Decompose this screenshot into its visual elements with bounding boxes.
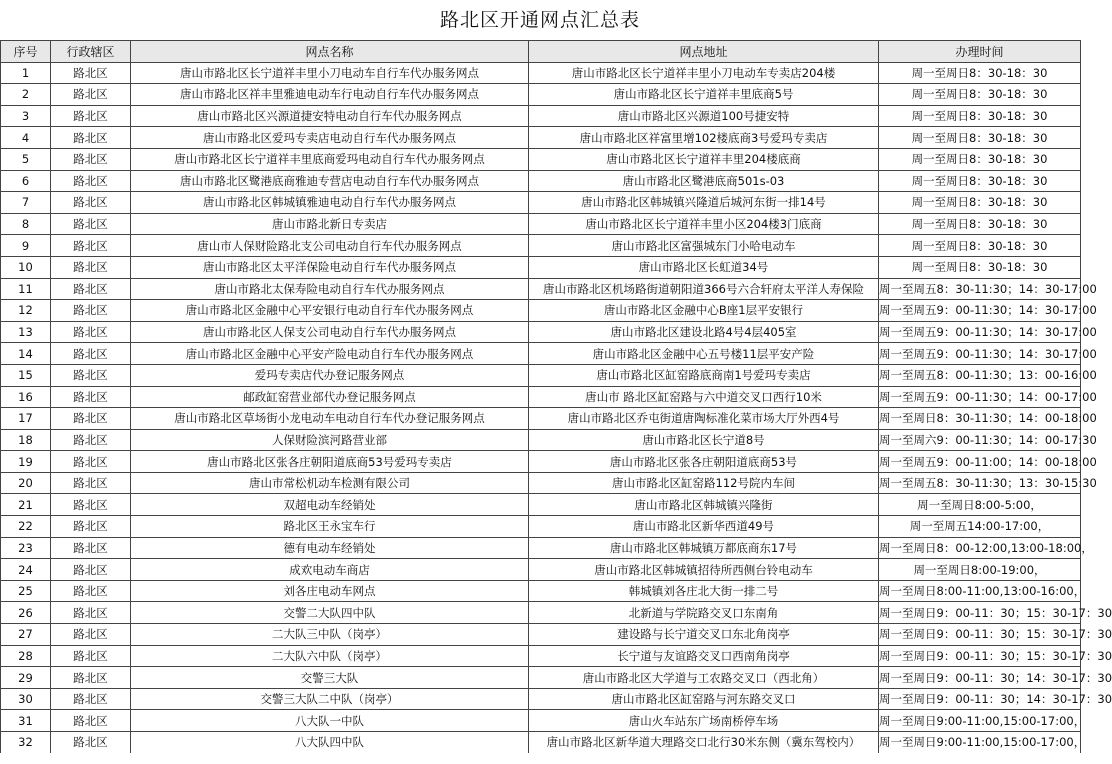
row-index: 10 [1,256,51,278]
table-row [1,256,1081,278]
row-outlet-name: 成欢电动车商店 [131,559,529,581]
row-business-hours: 周一至周五9：00-11:00；14：00-18:00 [879,451,1081,473]
row-business-hours: 周一至周日9：00-11：30；14：30-17：30 [879,667,1081,689]
header-outlet-address: 网点地址 [529,41,879,63]
row-outlet-address: 唐山市路北区金融中心B座1层平安银行 [529,300,879,322]
table-row [1,148,1081,170]
row-index: 18 [1,429,51,451]
row-business-hours: 周一至周五9：00-11:30；14：30-17:00 [879,300,1081,322]
row-business-hours: 周一至周五8：30-11:30；13：30-15:30 [879,472,1081,494]
row-index: 22 [1,516,51,538]
row-outlet-name: 人保财险滨河路营业部 [131,429,529,451]
row-outlet-address: 唐山市路北区新华道大理路交口北行30米东侧（冀东驾校内） [529,732,879,753]
table-row [1,645,1081,667]
row-business-hours: 周一至周日8：30-18：30 [879,127,1081,149]
table-row [1,451,1081,473]
row-index: 1 [1,62,51,84]
row-district: 路北区 [51,602,131,624]
row-outlet-address: 唐山市路北区长宁道祥丰里小区204楼3门底商 [529,213,879,235]
row-business-hours: 周一至周日8：30-18：30 [879,84,1081,106]
row-outlet-name: 唐山市路北区金融中心平安产险电动自行车代办服务网点 [131,343,529,365]
header-outlet-name: 网点名称 [131,41,529,63]
row-business-hours: 周一至周五14:00-17:00， [879,516,1081,538]
row-business-hours: 周一至周日8：30-11:30；14：00-18:00 [879,408,1081,430]
row-business-hours: 周一至周日9：00-11：30；15：30-17：30 [879,624,1081,646]
row-outlet-address: 唐山市路北区富强城东门小哈电动车 [529,235,879,257]
row-outlet-name: 唐山市路北区兴源道捷安特电动自行车代办服务网点 [131,105,529,127]
table-row [1,235,1081,257]
row-district: 路北区 [51,278,131,300]
row-district: 路北区 [51,256,131,278]
row-district: 路北区 [51,343,131,365]
table-row [1,602,1081,624]
table-row [1,537,1081,559]
row-index: 26 [1,602,51,624]
row-district: 路北区 [51,127,131,149]
row-outlet-address: 唐山市路北区长虹道34号 [529,256,879,278]
row-district: 路北区 [51,537,131,559]
outlet-summary-table [0,40,1112,753]
table-row [1,472,1081,494]
table-row [1,429,1081,451]
row-outlet-address: 唐山市路北区鹭港底商501s-03 [529,170,879,192]
row-index: 3 [1,105,51,127]
row-outlet-address: 唐山市路北区缸窑路与河东路交叉口 [529,688,879,710]
row-business-hours: 周一至周日8：30-18：30 [879,105,1081,127]
row-outlet-name: 唐山市路北区草场街小龙电动车电动自行车代办登记服务网点 [131,408,529,430]
row-business-hours: 周一至周五9：00-11:30；14：30-17:00 [879,343,1081,365]
row-outlet-name: 交警二大队四中队 [131,602,529,624]
table-row [1,170,1081,192]
row-index: 25 [1,580,51,602]
row-outlet-address: 唐山市路北区韩城镇招待所西侧台铃电动车 [529,559,879,581]
table-row [1,408,1081,430]
table-row [1,364,1081,386]
row-district: 路北区 [51,235,131,257]
row-district: 路北区 [51,688,131,710]
table-row [1,278,1081,300]
row-outlet-address: 唐山市路北区缸窑路112号院内车间 [529,472,879,494]
row-outlet-name: 刘各庄电动车网点 [131,580,529,602]
row-district: 路北区 [51,559,131,581]
row-business-hours: 周一至周日8:00-19:00， [879,559,1081,581]
row-index: 28 [1,645,51,667]
row-district: 路北区 [51,472,131,494]
row-business-hours: 周一至周六9：00-11:30；14：00-17:30 [879,429,1081,451]
row-outlet-address: 唐山市路北区长宁道祥丰里底商5号 [529,84,879,106]
row-outlet-address: 唐山市路北区缸窑路底商南1号爱玛专卖店 [529,364,879,386]
row-district: 路北区 [51,645,131,667]
row-index: 24 [1,559,51,581]
row-business-hours: 周一至周五8：00-11:30；13：00-16:00 [879,364,1081,386]
row-district: 路北区 [51,516,131,538]
table-row [1,386,1081,408]
table-row [1,559,1081,581]
row-district: 路北区 [51,451,131,473]
row-outlet-address: 唐山市路北区新华西道49号 [529,516,879,538]
row-outlet-name: 唐山市人保财险路北支公司电动自行车代办服务网点 [131,235,529,257]
row-district: 路北区 [51,408,131,430]
table-row [1,300,1081,322]
row-outlet-name: 唐山市路北新日专卖店 [131,213,529,235]
row-index: 4 [1,127,51,149]
row-outlet-name: 唐山市路北区长宁道祥丰里底商爱玛电动自行车代办服务网点 [131,148,529,170]
row-index: 12 [1,300,51,322]
row-district: 路北区 [51,494,131,516]
row-outlet-name: 路北区王永宝车行 [131,516,529,538]
row-outlet-address: 唐山市路北区张各庄朝阳道底商53号 [529,451,879,473]
table-row [1,105,1081,127]
row-district: 路北区 [51,170,131,192]
row-business-hours: 周一至周日8：30-18：30 [879,256,1081,278]
row-business-hours: 周一至周日8：30-18：30 [879,148,1081,170]
row-outlet-name: 唐山市常松机动车检测有限公司 [131,472,529,494]
row-business-hours: 周一至周日9：00-11：30；15：30-17：30 [879,645,1081,667]
row-district: 路北区 [51,624,131,646]
row-outlet-address: 长宁道与友谊路交叉口西南角岗亭 [529,645,879,667]
table-row [1,732,1081,753]
row-business-hours: 周一至周五9：00-11:30；14：30-17:00 [879,321,1081,343]
header-business-hours: 办理时间 [879,41,1081,63]
table-row [1,516,1081,538]
table-row [1,62,1081,84]
row-district: 路北区 [51,364,131,386]
row-outlet-name: 邮政缸窑营业部代办登记服务网点 [131,386,529,408]
row-index: 32 [1,732,51,753]
row-index: 16 [1,386,51,408]
row-index: 5 [1,148,51,170]
row-outlet-address: 韩城镇刘各庄北大街一排二号 [529,580,879,602]
row-outlet-address: 建设路与长宁道交叉口东北角岗亭 [529,624,879,646]
row-index: 21 [1,494,51,516]
row-outlet-address: 唐山市路北区建设北路4号4层405室 [529,321,879,343]
row-outlet-name: 八大队四中队 [131,732,529,753]
row-index: 20 [1,472,51,494]
row-outlet-name: 交警三大队二中队（岗亭） [131,688,529,710]
row-index: 9 [1,235,51,257]
row-index: 6 [1,170,51,192]
row-outlet-address: 唐山市路北区祥富里增102楼底商3号爱玛专卖店 [529,127,879,149]
row-index: 29 [1,667,51,689]
row-index: 30 [1,688,51,710]
row-district: 路北区 [51,105,131,127]
row-index: 15 [1,364,51,386]
row-business-hours: 周一至周日9：00-11：30；15：30-17：30 [879,602,1081,624]
row-business-hours: 周一至周日9：00-11：30；14：30-17：30 [879,688,1081,710]
row-index: 27 [1,624,51,646]
row-outlet-address: 唐山市路北区机场路街道朝阳道366号六合轩府太平洋人寿保险 [529,278,879,300]
row-district: 路北区 [51,300,131,322]
row-outlet-name: 二大队三中队（岗亭） [131,624,529,646]
row-outlet-name: 德有电动车经销处 [131,537,529,559]
row-index: 31 [1,710,51,732]
row-district: 路北区 [51,386,131,408]
row-outlet-address: 北新道与学院路交叉口东南角 [529,602,879,624]
row-outlet-address: 唐山市路北区韩城镇万都底商东17号 [529,537,879,559]
row-outlet-address: 唐山市路北区大学道与工农路交叉口（西北角） [529,667,879,689]
page-title: 路北区开通网点汇总表 [439,9,640,31]
row-index: 14 [1,343,51,365]
row-district: 路北区 [51,321,131,343]
table-row [1,580,1081,602]
table-row [1,192,1081,214]
row-index: 19 [1,451,51,473]
table-row [1,343,1081,365]
row-business-hours: 周一至周日8：00-12:00,13:00-18:00， [879,537,1081,559]
row-business-hours: 周一至周日8：30-18：30 [879,170,1081,192]
row-index: 17 [1,408,51,430]
row-outlet-name: 唐山市路北区张各庄朝阳道底商53号爱玛专卖店 [131,451,529,473]
row-district: 路北区 [51,62,131,84]
row-business-hours: 周一至周五9：00-11:30；14：00-17:00 [879,386,1081,408]
row-outlet-name: 唐山市路北区金融中心平安银行电动自行车代办服务网点 [131,300,529,322]
row-outlet-address: 唐山市路北区韩城镇兴隆道后城河东街一排14号 [529,192,879,214]
row-outlet-name: 双超电动车经销处 [131,494,529,516]
table-row [1,494,1081,516]
row-business-hours: 周一至周日8:00-11:00,13:00-16:00， [879,580,1081,602]
row-business-hours: 周一至周日8：30-18：30 [879,192,1081,214]
table-row [1,127,1081,149]
row-index: 7 [1,192,51,214]
row-outlet-address: 唐山市路北区长宁道8号 [529,429,879,451]
row-district: 路北区 [51,710,131,732]
table-row [1,84,1081,106]
row-outlet-address: 唐山市路北区金融中心五号楼11层平安产险 [529,343,879,365]
table-row [1,213,1081,235]
row-index: 2 [1,84,51,106]
row-business-hours: 周一至周日8：30-18：30 [879,235,1081,257]
row-district: 路北区 [51,192,131,214]
table-row [1,667,1081,689]
row-district: 路北区 [51,732,131,753]
row-business-hours: 周一至周五8：30-11:30；14：30-17:00 [879,278,1081,300]
row-outlet-name: 唐山市路北区鹭港底商雅迪专营店电动自行车代办服务网点 [131,170,529,192]
row-business-hours: 周一至周日8:00-5:00， [879,494,1081,516]
row-outlet-name: 唐山市路北区爱玛专卖店电动自行车代办服务网点 [131,127,529,149]
row-district: 路北区 [51,148,131,170]
row-outlet-address: 唐山火车站东广场南桥停车场 [529,710,879,732]
row-outlet-name: 唐山市路北太保寿险电动自行车代办服务网点 [131,278,529,300]
header-index: 序号 [1,41,51,63]
row-outlet-name: 二大队六中队（岗亭） [131,645,529,667]
row-business-hours: 周一至周日9:00-11:00,15:00-17:00， [879,732,1081,753]
row-outlet-name: 唐山市路北区祥丰里雅迪电动车行电动自行车代办服务网点 [131,84,529,106]
header-district: 行政辖区 [51,41,131,63]
table-row [1,321,1081,343]
row-outlet-name: 爱玛专卖店代办登记服务网点 [131,364,529,386]
row-outlet-address: 唐山市路北区韩城镇兴隆街 [529,494,879,516]
table-row [1,624,1081,646]
table-row [1,688,1081,710]
row-index: 11 [1,278,51,300]
row-district: 路北区 [51,429,131,451]
row-district: 路北区 [51,213,131,235]
row-outlet-name: 唐山市路北区太平洋保险电动自行车代办服务网点 [131,256,529,278]
row-outlet-name: 唐山市路北区长宁道祥丰里小刀电动车自行车代办服务网点 [131,62,529,84]
row-outlet-name: 唐山市路北区韩城镇雅迪电动自行车代办服务网点 [131,192,529,214]
row-outlet-name: 八大队一中队 [131,710,529,732]
row-district: 路北区 [51,84,131,106]
row-business-hours: 周一至周日8：30-18：30 [879,213,1081,235]
row-index: 23 [1,537,51,559]
row-district: 路北区 [51,667,131,689]
row-outlet-address: 唐山市路北区长宁道祥丰里204楼底商 [529,148,879,170]
row-district: 路北区 [51,580,131,602]
row-outlet-address: 唐山市 路北区缸窑路与六中道交叉口西行10米 [529,386,879,408]
row-outlet-name: 唐山市路北区人保支公司电动自行车代办服务网点 [131,321,529,343]
table-header-row [1,41,1081,63]
row-business-hours: 周一至周日8：30-18：30 [879,62,1081,84]
row-outlet-name: 交警三大队 [131,667,529,689]
row-outlet-address: 唐山市路北区长宁道祥丰里小刀电动车专卖店204楼 [529,62,879,84]
row-outlet-address: 唐山市路北区兴源道100号捷安特 [529,105,879,127]
row-index: 8 [1,213,51,235]
row-business-hours: 周一至周日9:00-11:00,15:00-17:00， [879,710,1081,732]
row-outlet-address: 唐山市路北区乔屯街道唐陶标准化菜市场大厅外西4号 [529,408,879,430]
table-row [1,710,1081,732]
table-body [1,62,1112,753]
row-index: 13 [1,321,51,343]
